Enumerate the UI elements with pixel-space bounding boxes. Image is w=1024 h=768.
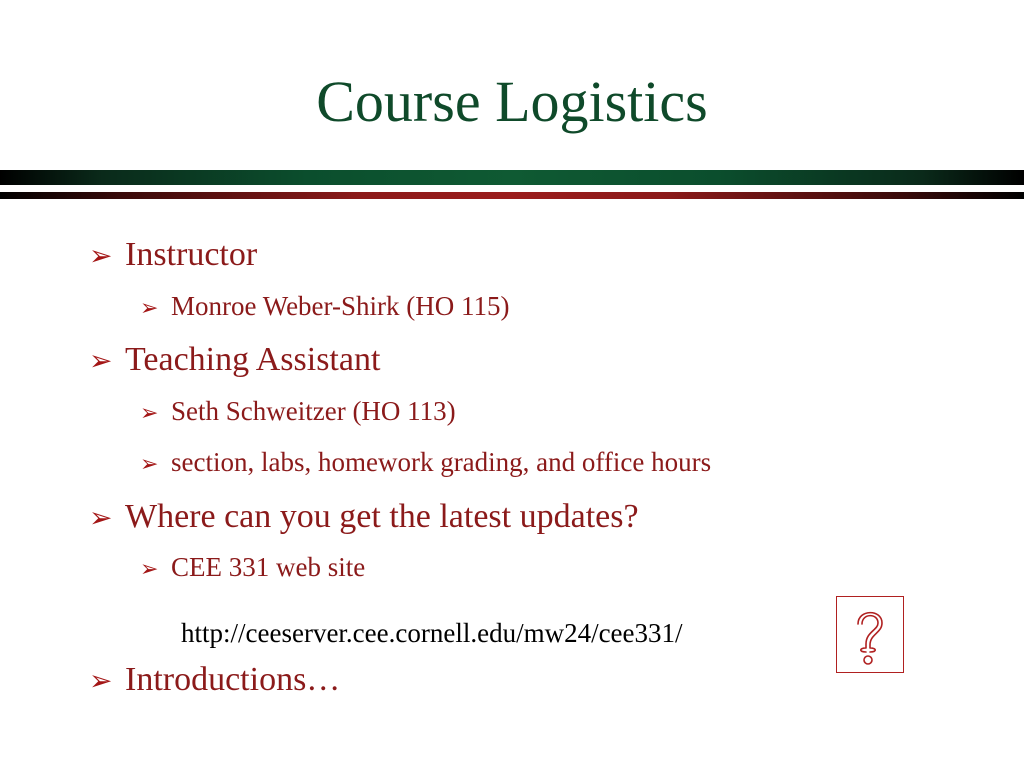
subbullet-label: Monroe Weber-Shirk (HO 115): [171, 291, 510, 321]
slide-title: Course Logistics: [316, 69, 708, 134]
arrow-bullet-icon: ➢: [89, 241, 113, 272]
subbullet-label: section, labs, homework grading, and office hours: [171, 447, 712, 477]
course-url-link[interactable]: http://ceeserver.cee.cornell.edu/mw24/cee331/: [181, 618, 683, 648]
arrow-bullet-icon: ➢: [140, 400, 159, 425]
subbullet-label: CEE 331 web site: [171, 552, 366, 582]
bullet-instructor: [89, 235, 257, 277]
bullet-label: Teaching Assistant: [125, 341, 381, 378]
help-button[interactable]: [836, 596, 904, 673]
subbullet-instructor-name: [140, 289, 509, 325]
bullet-label: Where can you get the latest updates?: [125, 498, 639, 535]
bullet-label: Instructor: [125, 236, 258, 273]
subbullet-web-site: [140, 550, 365, 586]
arrow-bullet-icon: ➢: [140, 295, 159, 320]
title-divider-green: [0, 170, 1024, 185]
arrow-bullet-icon: ➢: [140, 451, 159, 476]
subbullet-ta-duties: [140, 445, 711, 481]
subbullet-ta-name: [140, 394, 456, 430]
bullet-label: Introductions…: [125, 661, 341, 698]
subbullet-label: Seth Schweitzer (HO 113): [171, 396, 456, 426]
arrow-bullet-icon: ➢: [89, 346, 113, 377]
arrow-bullet-icon: ➢: [89, 503, 113, 534]
arrow-bullet-icon: ➢: [89, 666, 113, 697]
bullet-introductions: [89, 660, 340, 702]
title-divider-red: [0, 192, 1024, 199]
bullet-teaching-assistant: [89, 340, 380, 382]
title-divider-gap: [0, 185, 1024, 192]
question-mark-icon: [837, 597, 903, 672]
bullet-updates: [89, 497, 639, 539]
arrow-bullet-icon: ➢: [140, 556, 159, 581]
